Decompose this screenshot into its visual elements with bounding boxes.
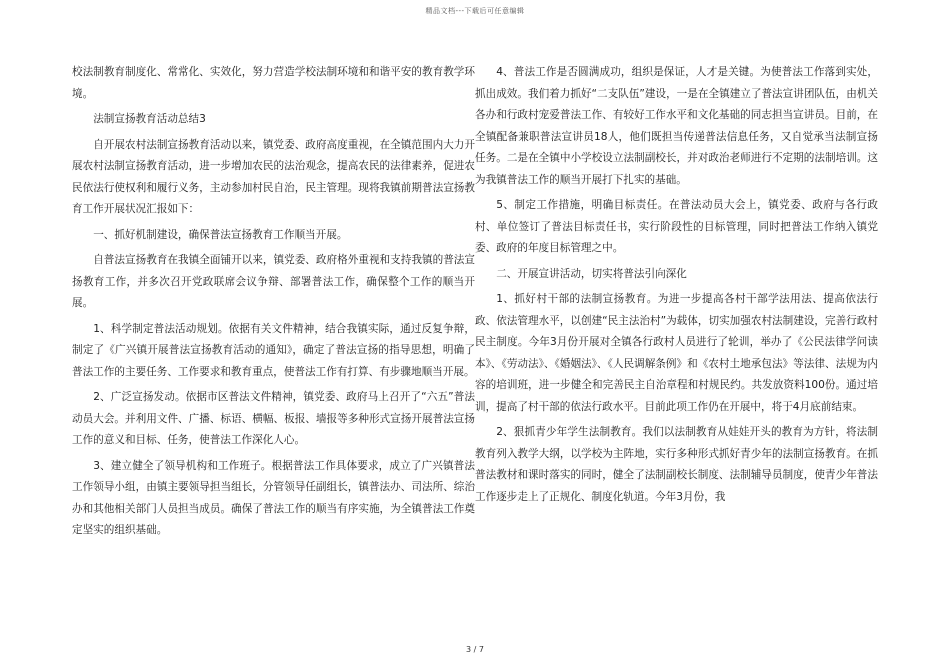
paragraph: 5、制定工作措施，明确目标责任。在普法动员大会上，镇党委、政府与各行政村、单位签订了普法目标责任书，实行阶段性的目标管理，同时把普法工作纳入镇党委、政府的年度目标管理之中。: [475, 199, 878, 254]
page-number: 3 / 7: [466, 645, 484, 654]
right-column: [475, 62, 878, 512]
paragraph: 4、普法工作是否圆满成功，组织是保证，人才是关键。为使普法工作落到实处，抓出成效。我们着力抓好“二支队伍”建设，一是在全镇建立了普法宣讲团队伍，由机关各办和行政村宠爱普法工作、有较好工作水平和文化基础的同志担当宣讲员。目前，在全镇配备兼职普法宣讲员18人，他们既担当传递普法信息任务，又自觉承当法制宣扬任务。二是在全镇中小学校设立法制副校长，并对政治老师进行不定期的法制培训。这为我镇普法工作的顺当开展打下扎实的基础。: [475, 66, 878, 186]
paragraph: 2、狠抓青少年学生法制教育。我们以法制教育从娃娃开头的教育为方针，将法制教育列入教学大纲，以学校为主阵地，实行多种形式抓好青少年的法制宣扬教育。在抓普法教材和课时落实的同时，健全了法制副校长制度、法制辅导员制度，使青少年普法工作逐步走上了正规化、制度化轨道。今年3月份，我: [475, 426, 878, 503]
section-heading: 二、开展宣讲活动，切实将普法引向深化: [496, 267, 687, 280]
page-header: 精品文档---下载后可任意编辑: [425, 7, 525, 15]
paragraph: 1、科学制定普法活动规划。依据有关文件精神，结合我镇实际，通过反复争辩，制定了《广兴镇开展普法宣扬教育活动的通知》，确定了普法宣扬的指导思想，明确了普法工作的主要任务、工作要求和教育重点，使普法工作有打算、有步骤地顺当开展。: [72, 322, 475, 378]
paragraph: 校法制教育制度化、常常化、实效化，努力营造学校法制环境和和谐平安的教育教学环境。: [72, 66, 475, 100]
paragraph: 2、广泛宣扬发动。依据市区普法文件精神，镇党委、政府马上召开了“六五”普法动员大会。并利用文件、广播、标语、横幅、板报、墙报等多种形式宣扬开展普法宣扬工作的意义和目标、任务，使普法工作深化人心。: [72, 391, 475, 446]
paragraph: 3、建立健全了领导机构和工作班子。根据普法工作具体要求，成立了广兴镇普法工作领导小组，由镇主要领导担当组长，分管领导任副组长，镇普法办、司法所、综治办和其他相关部门人员担当成员。确保了普法工作的顺当有序实施，为全镇普法工作奠定坚实的组织基础。: [72, 459, 475, 536]
left-column: [72, 62, 475, 546]
paragraph: 自开展农村法制宣扬教育活动以来，镇党委、政府高度重视，在全镇范围内大力开展农村法制宣扬教育活动，进一步增加农民的法治观念，提高农民的法律素养，促进农民依法行使权利和履行义务，主动参加村民自治，民主管理。现将我镇前期普法宣扬教育工作开展状况汇报如下：: [72, 138, 475, 215]
section-heading: 一、抓好机制建设，确保普法宣扬教育工作顺当开展。: [93, 228, 348, 241]
paragraph: 自普法宣扬教育在我镇全面铺开以来，镇党委、政府格外重视和支持我镇的普法宣扬教育工作，并多次召开党政联席会议争辩、部署普法工作，确保整个工作的顺当开展。: [72, 254, 475, 309]
section-title: 法制宣扬教育活动总结3: [93, 113, 206, 125]
paragraph: 1、抓好村干部的法制宣扬教育。为进一步提高各村干部学法用法、提高依法行政、依法管理水平，以创建“民主法治村”为载体，切实加强农村法制建设，完善行政村民主制度。今年3月份开展对全镇各行政村人员进行了轮训，举办了《公民法律学问读本》、《劳动法》、《婚姻法》、《人民调解条例》和《农村土地承包法》等法律、法规为内容的培训班，进一步健全和完善民主自治章程和村规民约。共发放资料100份。通过培训，提高了村干部的依法行政水平。目前此项工作仍在开展中，将于4月底前结束。: [475, 293, 878, 413]
